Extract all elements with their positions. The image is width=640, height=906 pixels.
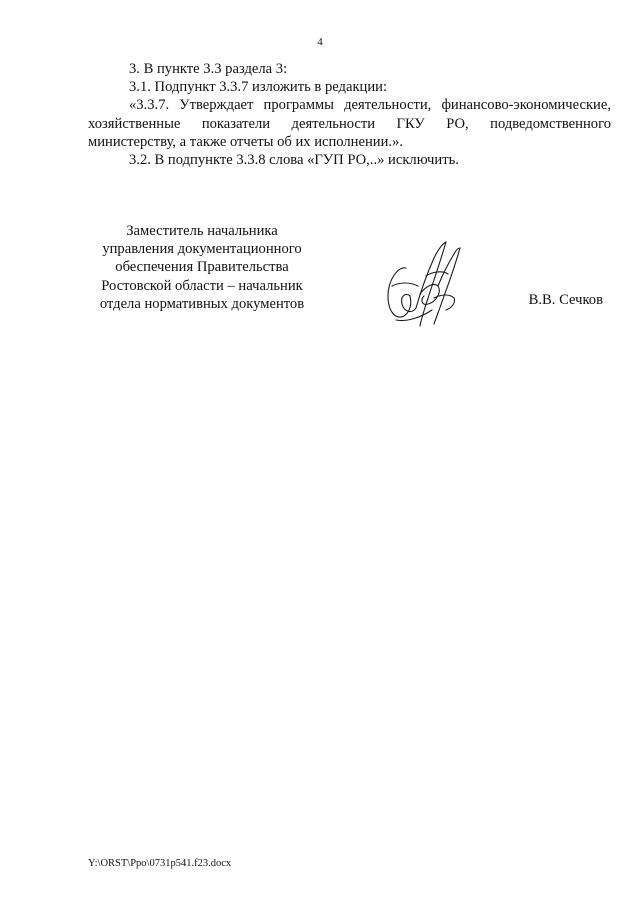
signer-title-line: управления документационного: [102, 241, 302, 258]
paragraph-3-3-7-text: «3.3.7. Утверждает программы деятельности, финансово-экономические, хозяйственные показатели деятельности ГКУ РО, подведомственного министерству, а также отчеты об их исполнении.».: [88, 97, 611, 150]
signer-title-line: обеспечения Правительства: [115, 259, 289, 276]
paragraph-section-3: 3. В пункте 3.3 раздела 3:: [129, 61, 288, 77]
page-number: 4: [317, 36, 323, 48]
footer-file-path: Y:\ORST\Ppo\0731p541.f23.docx: [88, 858, 232, 869]
signature-block: [88, 222, 611, 312]
signer-title-line: Заместитель начальника: [126, 223, 278, 239]
signer-title: [88, 222, 316, 313]
signer-name: В.В. Сечков: [528, 292, 603, 308]
handwritten-signature: [376, 236, 466, 332]
signer-title-line: отдела нормативных документов: [99, 295, 305, 312]
paragraph-3-1: 3.1. Подпункт 3.3.7 изложить в редакции:: [129, 79, 388, 96]
document-body: [88, 60, 611, 169]
signer-title-line: Ростовской области – начальник: [101, 277, 303, 294]
paragraph-3-2: 3.2. В подпункте 3.3.8 слова «ГУП РО,..» исключить.: [129, 152, 459, 169]
